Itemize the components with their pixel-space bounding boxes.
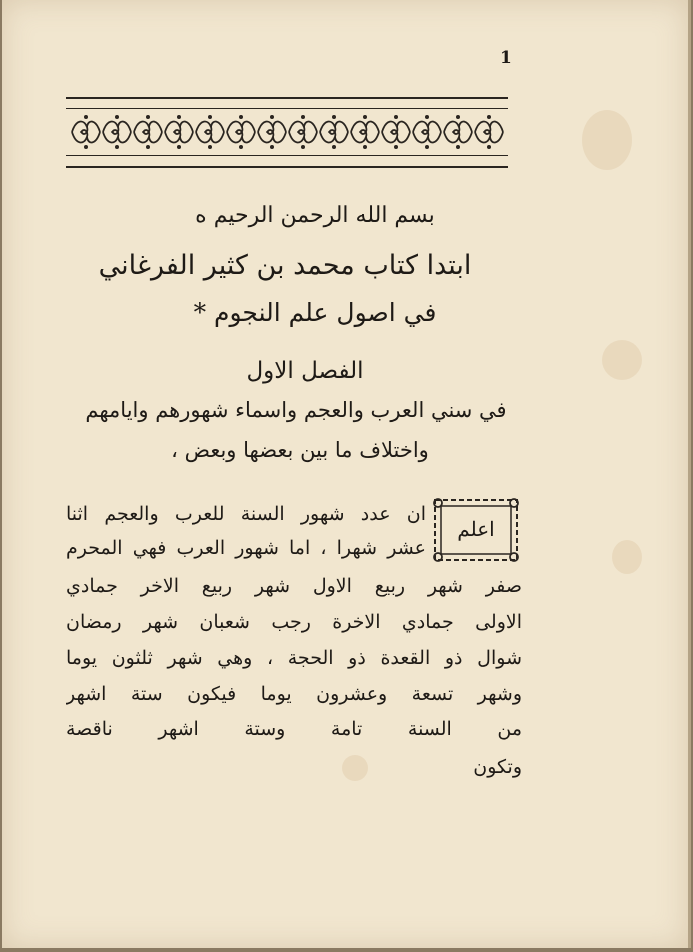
ornament-motif xyxy=(444,115,472,149)
body-line: الاولى جمادي الاخرة رجب شعبان شهر رمضان xyxy=(66,611,522,633)
ornament-motif xyxy=(289,115,317,149)
body-line: وشهر تسعة وعشرون يوما فيكون ستة اشهر xyxy=(66,683,522,705)
chapter-title: الفصل الاول xyxy=(246,358,364,384)
ornament-pattern-icon xyxy=(66,109,508,155)
chapter-subtitle-line-2: واختلاف ما بين بعضها وبعض ، xyxy=(171,438,429,462)
book-title-line-1: ابتدا كتاب محمد بن كثير الفرغاني xyxy=(98,250,472,281)
chapter-subtitle-line-1: في سني العرب والعجم واسماء شهورهم وايامهم xyxy=(85,398,507,422)
ornament-motif xyxy=(72,115,100,149)
ornament-motif xyxy=(165,115,193,149)
body-line: وتكون xyxy=(473,756,522,778)
ornament-motif xyxy=(382,115,410,149)
basmala: بسم الله الرحمن الرحيم ه xyxy=(195,203,435,228)
ornament-motif xyxy=(320,115,348,149)
body-line: شوال ذو القعدة ذو الحجة ، وهي شهر ثلثون يوما xyxy=(66,647,522,669)
ornament-motif xyxy=(351,115,379,149)
body-line: من السنة تامة وستة اشهر ناقصة xyxy=(66,718,522,740)
ornament-motif xyxy=(258,115,286,149)
initial-word: اعلم xyxy=(457,517,495,541)
ornament-motif xyxy=(196,115,224,149)
bottom-rule xyxy=(66,166,508,168)
body-line: ان عدد شهور السنة للعرب والعجم اثنا xyxy=(66,503,426,525)
body-line: صفر شهر ربيع الاول شهر ربيع الاخر جمادي xyxy=(66,575,522,597)
page-number: 1 xyxy=(500,48,512,68)
book-title-line-2: في اصول علم النجوم * xyxy=(193,298,437,327)
ornament-motif xyxy=(475,115,503,149)
ornament-motif xyxy=(134,115,162,149)
top-rule xyxy=(66,97,508,99)
ornament-motif xyxy=(413,115,441,149)
ornament-motif xyxy=(227,115,255,149)
ornament-motif xyxy=(103,115,131,149)
body-line: عشر شهرا ، اما شهور العرب فهي المحرم xyxy=(66,537,426,559)
ornamental-band xyxy=(66,108,508,156)
